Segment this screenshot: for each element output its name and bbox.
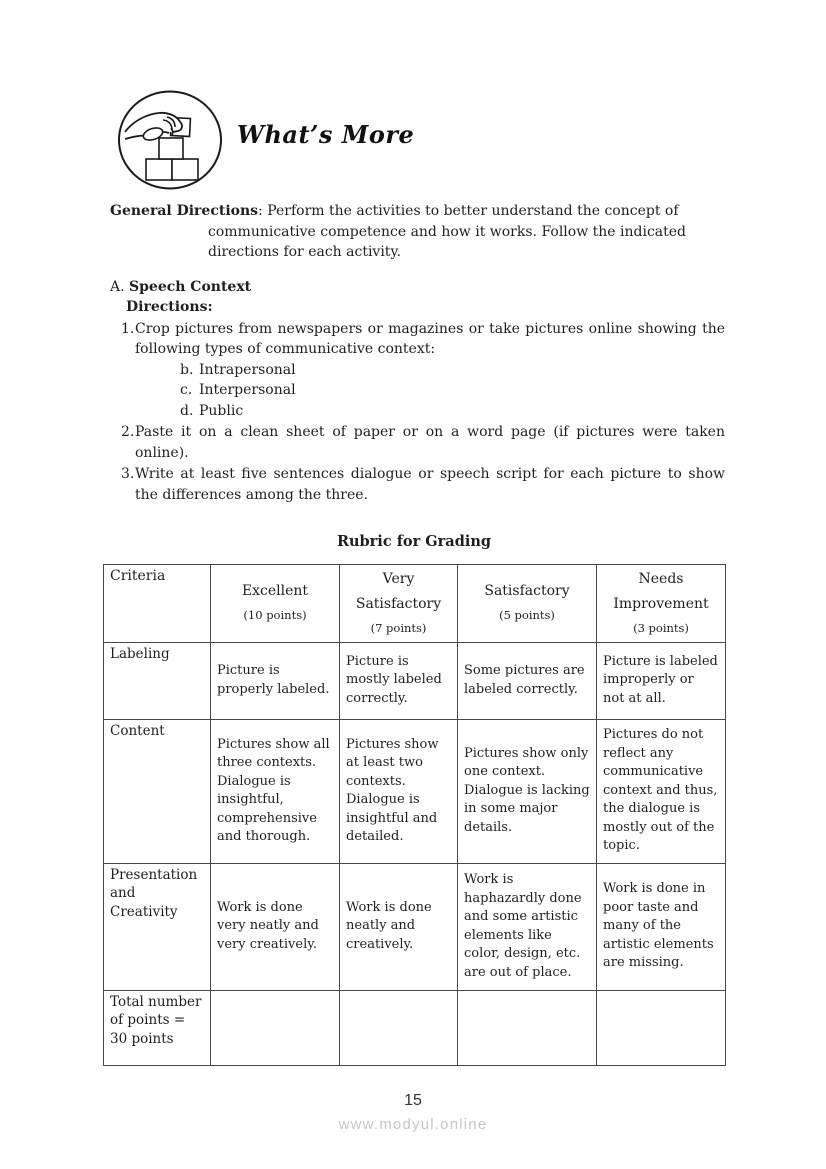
sub-item-interpersonal	[103, 380, 725, 401]
numbered-list	[103, 319, 725, 506]
general-directions-label: General Directions	[110, 203, 259, 219]
rubric-cell: Work is done neatly and creatively.	[340, 863, 458, 990]
list-item-2-text: Paste it on a clean sheet of paper or on a word page (if pictures were taken online).	[135, 424, 725, 461]
rubric-row-content	[104, 719, 726, 863]
rubric-row-total	[104, 990, 726, 1065]
sub-item-d-text: Public	[199, 402, 244, 419]
rubric-cell: Picture is labeled improperly or not at all.	[597, 642, 726, 719]
rubric-cell: Picture is properly labeled.	[211, 642, 340, 719]
page-number: 15	[404, 1092, 422, 1109]
list-item-2	[103, 422, 725, 463]
hand-stacking-blocks-icon	[117, 90, 223, 190]
rubric-cell: Work is haphazardly done and some artistic elements like color, design, etc. are out of place.	[458, 863, 597, 990]
sub-item-c-text: Interpersonal	[199, 382, 296, 398]
sub-item-b-text: Intrapersonal	[199, 361, 296, 378]
section-a-marker: A.	[110, 278, 125, 295]
rubric-cell: Work is done in poor taste and many of the artistic elements are missing.	[597, 863, 726, 990]
general-directions-paragraph	[103, 201, 725, 263]
level-name: Excellent	[241, 583, 309, 599]
list-item-3-marker: 3.	[121, 466, 135, 482]
sub-item-c-marker: c.	[180, 382, 193, 398]
level-points: (3 points)	[633, 620, 689, 635]
list-item-3	[103, 464, 725, 505]
row-criteria: Labeling	[104, 642, 211, 719]
rubric-cell-empty	[340, 990, 458, 1065]
row-criteria: Total number of points = 30 points	[104, 990, 211, 1065]
rubric-table	[103, 564, 726, 1066]
rubric-cell: Work is done very neatly and very creatively.	[211, 863, 340, 990]
page-content	[103, 201, 725, 1066]
section-a-title: Speech Context	[129, 278, 252, 295]
sub-item-d-marker: d.	[180, 402, 194, 419]
rubric-header-row	[104, 564, 726, 642]
section-a-heading	[103, 277, 725, 298]
rubric-cell: Picture is mostly labeled correctly.	[340, 642, 458, 719]
row-criteria: Content	[104, 719, 211, 863]
rubric-cell-empty	[458, 990, 597, 1065]
rubric-cell: Pictures show all three contexts. Dialogue is insightful, comprehensive and thorough.	[211, 719, 340, 863]
header-criteria: Criteria	[104, 564, 211, 642]
list-item-1-marker: 1.	[121, 320, 135, 337]
sub-item-public	[103, 401, 725, 422]
general-directions-text: : Perform the activities to better understand the concept of communicative competence and how it works. Follow the indicated directions for each activity.	[208, 203, 687, 260]
header-excellent	[211, 564, 340, 642]
rubric-row-labeling	[104, 642, 726, 719]
level-name: Very Satisfactory	[355, 570, 442, 612]
row-criteria: Presentation and Creativity	[104, 863, 211, 990]
rubric-cell: Some pictures are labeled correctly.	[458, 642, 597, 719]
header-satisfactory	[458, 564, 597, 642]
level-points: (5 points)	[499, 608, 555, 622]
rubric-cell: Pictures do not reflect any communicative context and thus, the dialogue is mostly out of the topic.	[597, 719, 726, 863]
rubric-title: Rubric for Grading	[336, 533, 492, 550]
directions-label: Directions:	[126, 299, 213, 315]
level-points: (7 points)	[370, 620, 427, 635]
list-item-3-text: Write at least five sentences dialogue or speech script for each picture to show the differences among the three.	[135, 466, 725, 503]
sub-item-intrapersonal	[103, 360, 725, 381]
list-item-1	[103, 319, 725, 360]
page-title: What’s More	[237, 120, 415, 149]
rubric-cell: Pictures show only one context. Dialogue is lacking in some major details.	[458, 719, 597, 863]
level-name: Satisfactory	[484, 583, 570, 599]
rubric-row-presentation	[104, 863, 726, 990]
sub-item-b-marker: b.	[180, 361, 194, 378]
list-item-1-text: Crop pictures from newspapers or magazines or take pictures online showing the following types of communicative context:	[135, 320, 725, 357]
header-very-satisfactory	[340, 564, 458, 642]
sub-list	[103, 360, 725, 422]
level-points: (10 points)	[243, 608, 307, 622]
list-item-2-marker: 2.	[121, 424, 135, 440]
rubric-cell: Pictures show at least two contexts. Dialogue is insightful and detailed.	[340, 719, 458, 863]
rubric-cell-empty	[597, 990, 726, 1065]
watermark-text: www.modyul.online	[338, 1116, 488, 1133]
level-name: Needs Improvement	[613, 570, 709, 612]
header-needs-improvement	[597, 564, 726, 642]
rubric-cell-empty	[211, 990, 340, 1065]
